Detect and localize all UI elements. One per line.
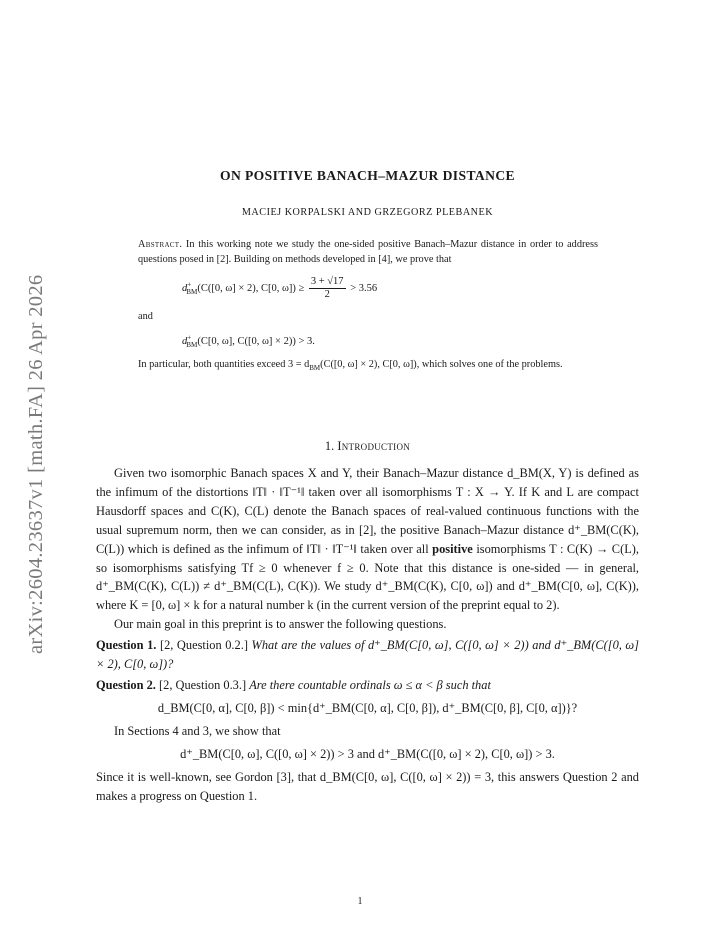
paragraph-1: Given two isomorphic Banach spaces X and Y, their Banach–Mazur distance d_BM(X, Y) is defined as the infimum of the distortions ‖T‖ · ‖T⁻¹‖ taken over all isomorphisms T : X → Y. If K and L are compact Hausdorff spaces and C(K), C(L) denote the Banach spaces of real-valued continuous functions with the usual supremum norm, then we can consider, as in [2], the positive Banach–Mazur distance d⁺_BM(C(K), C(L)) which is defined as the infimum of ‖T‖ · ‖T⁻¹‖ taken over all positive isomorphisms T : C(K) → C(L), so isomorphisms satisfying Tf ≥ 0 whenever f ≥ 0. Note that this distance is one-sided — in general, d⁺_BM(C(K), C(L)) ≠ d⁺_BM(C(L), C(K)). We study d⁺_BM(C(K), C[0, ω]) and d⁺_BM(C[0, ω], C(K)), where K = [0, ω] × k for a natural number k (in the current version of the preprint equal to 2). [96,466,639,613]
question-2: Question 2. [2, Question 0.3.] Are there countable ordinals ω ≤ α < β such that [96,677,491,692]
abstract-formula-2: $d^+_{BM}(C[0$, ω], C([0, ω] × 2)) > 3. [182,333,315,349]
section-heading-introduction: 1. Introduction [324,439,411,453]
abstract-text: In this working note we study the one-sided positive Banach–Mazur distance in order to address questions posed in [2]. Building on methods developed in [4], we prove that [138,239,598,265]
paragraph-2: Our main goal in this preprint is to answer the following questions. [114,617,447,632]
paper-authors: MACIEJ KORPALSKI AND GRZEGORZ PLEBANEK [241,207,494,218]
introduction-body [96,464,639,805]
abstract-conclusion: In particular, both quantities exceed $3 = d_{BM}(C([0$, ω] × 2), C[0, ω]), which solves one of the problems. [138,358,563,372]
question-2-display-formula: d_BM(C[0, α], C[0, β]) < min{d⁺_BM(C[0, α], C[0, β]), d⁺_BM(C[0, β], C[0, α])}? [157,700,578,715]
paragraph-3: In Sections 4 and 3, we show that [114,723,281,738]
abstract-formula-1: $d^+_{BM}(C([0$, ω] × 2), C[0, ω]) ≥ $\frac{3 + √17}{2}$ > 3.56 [182,276,378,301]
paragraph-4: Since it is well-known, see Gordon [3], that d_BM(C[0, ω], C([0, ω] × 2)) = 3, this answers Question 2 and makes a progress on Question 1. [96,769,639,803]
question-1: Question 1. [2, Question 0.2.] What are the values of d⁺_BM(C[0, ω], C([0, ω] × 2)) and d⁺_BM(C([0, ω] × 2), C[0, ω])? [96,638,639,672]
abstract-intro [138,238,598,267]
arxiv-id-text: arXiv:2604.23637v1 [math.FA] 26 Apr 2026 [25,274,47,654]
main-result-display-formula: d⁺_BM(C[0, ω], C([0, ω] × 2)) > 3 and d⁺_BM(C([0, ω] × 2), C[0, ω]) > 3. [180,746,555,761]
paper-title: ON POSITIVE BANACH–MAZUR DISTANCE [219,168,516,183]
fraction: $\frac{3 + √17}{2}$ [310,276,344,301]
abstract-and: and [138,311,153,323]
page-number: 1 [357,896,363,907]
abstract [138,238,598,372]
arxiv-identifier-stamp [14,248,54,658]
abstract-label: Abstract. [138,239,183,250]
